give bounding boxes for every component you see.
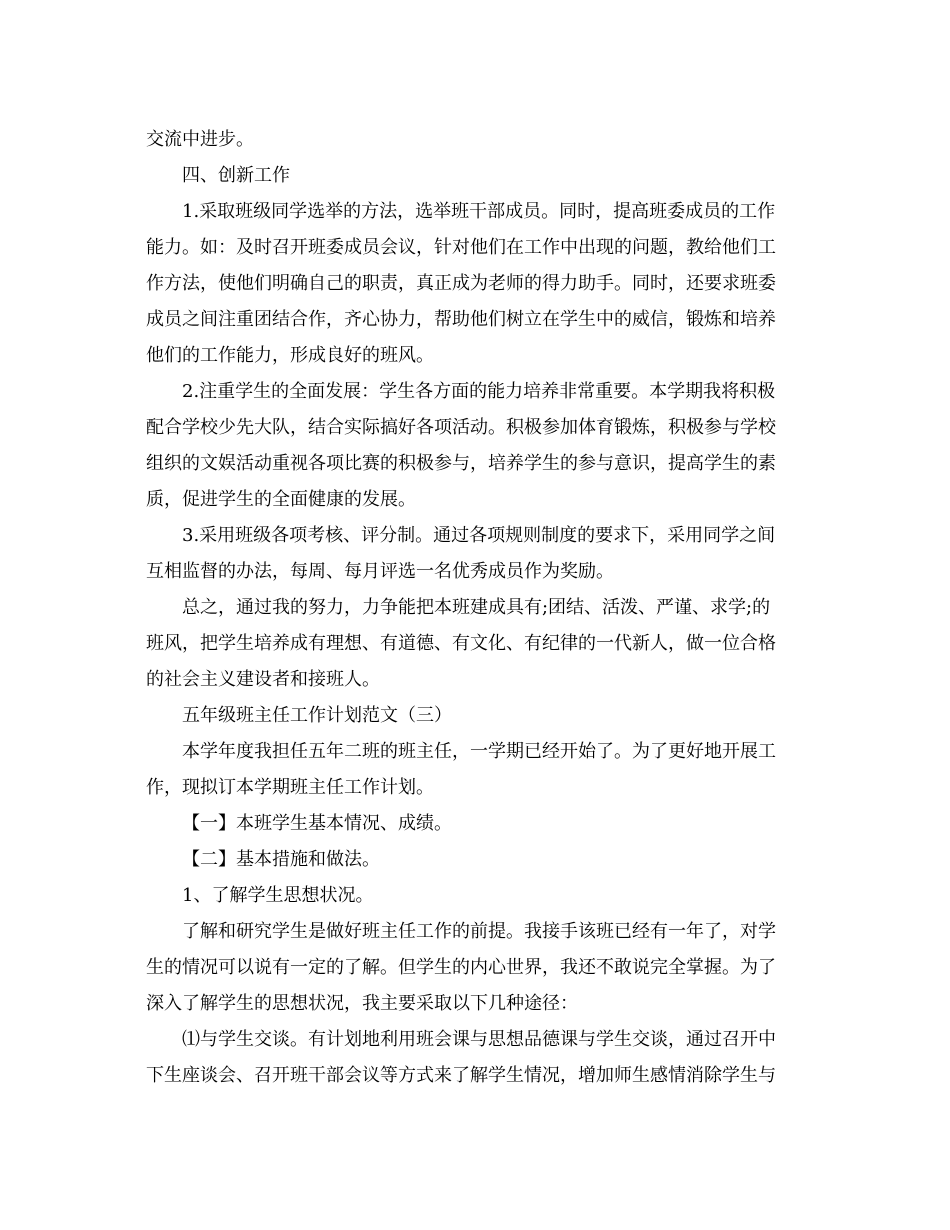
text-line: 1.采取班级同学选举的方法，选举班干部成员。同时，提高班委成员的工作 xyxy=(182,201,776,222)
text-line: 成员之间注重团结合作，齐心协力，帮助他们树立在学生中的威信，锻炼和培养 xyxy=(146,309,776,330)
text-line: 交流中进步。 xyxy=(146,129,254,150)
text-line: 能力。如：及时召开班委成员会议，针对他们在工作中出现的问题，教给他们工 xyxy=(146,237,776,258)
text-line: 配合学校少先大队，结合实际搞好各项活动。积极参加体育锻炼，积极参与学校 xyxy=(146,417,776,438)
document-body xyxy=(146,122,806,1094)
text-line: 质，促进学生的全面健康的发展。 xyxy=(146,489,416,510)
text-line: 本学年度我担任五年二班的班主任，一学期已经开始了。为了更好地开展工 xyxy=(182,741,776,762)
text-line: 了解和研究学生是做好班主任工作的前提。我接手该班已经有一年了，对学 xyxy=(182,921,776,942)
section-heading: 【一】本班学生基本情况、成绩。 xyxy=(182,813,452,834)
text-line: 2.注重学生的全面发展：学生各方面的能力培养非常重要。本学期我将积极 xyxy=(182,381,776,402)
text-line: 作，现拟订本学期班主任工作计划。 xyxy=(146,777,434,798)
text-line: 深入了解学生的思想状况，我主要采取以下几种途径： xyxy=(146,993,578,1014)
text-line: ⑴与学生交谈。有计划地利用班会课与思想品德课与学生交谈，通过召开中 xyxy=(182,1029,776,1050)
section-heading: 四、创新工作 xyxy=(182,165,290,186)
text-line: 他们的工作能力，形成良好的班风。 xyxy=(146,345,434,366)
text-line: 互相监督的办法，每周、每月评选一名优秀成员作为奖励。 xyxy=(146,561,614,582)
text-line: 下生座谈会、召开班干部会议等方式来了解学生情况，增加师生感情消除学生与 xyxy=(146,1065,776,1086)
document-title: 五年级班主任工作计划范文（三） xyxy=(182,705,452,726)
text-line: 总之，通过我的努力，力争能把本班建成具有;团结、活泼、严谨、求学;的 xyxy=(182,597,771,618)
text-line: 组织的文娱活动重视各项比赛的积极参与，培养学生的参与意识，提高学生的素 xyxy=(146,453,776,474)
section-heading: 【二】基本措施和做法。 xyxy=(182,849,380,870)
text-line: 班风，把学生培养成有理想、有道德、有文化、有纪律的一代新人，做一位合格 xyxy=(146,633,776,654)
text-line: 的社会主义建设者和接班人。 xyxy=(146,669,380,690)
text-line: 生的情况可以说有一定的了解。但学生的内心世界，我还不敢说完全掌握。为了 xyxy=(146,957,776,978)
text-line: 作方法，使他们明确自己的职责，真正成为老师的得力助手。同时，还要求班委 xyxy=(146,273,776,294)
subsection-heading: 1、了解学生思想状况。 xyxy=(182,885,374,906)
text-line: 3.采用班级各项考核、评分制。通过各项规则制度的要求下，采用同学之间 xyxy=(182,525,776,546)
